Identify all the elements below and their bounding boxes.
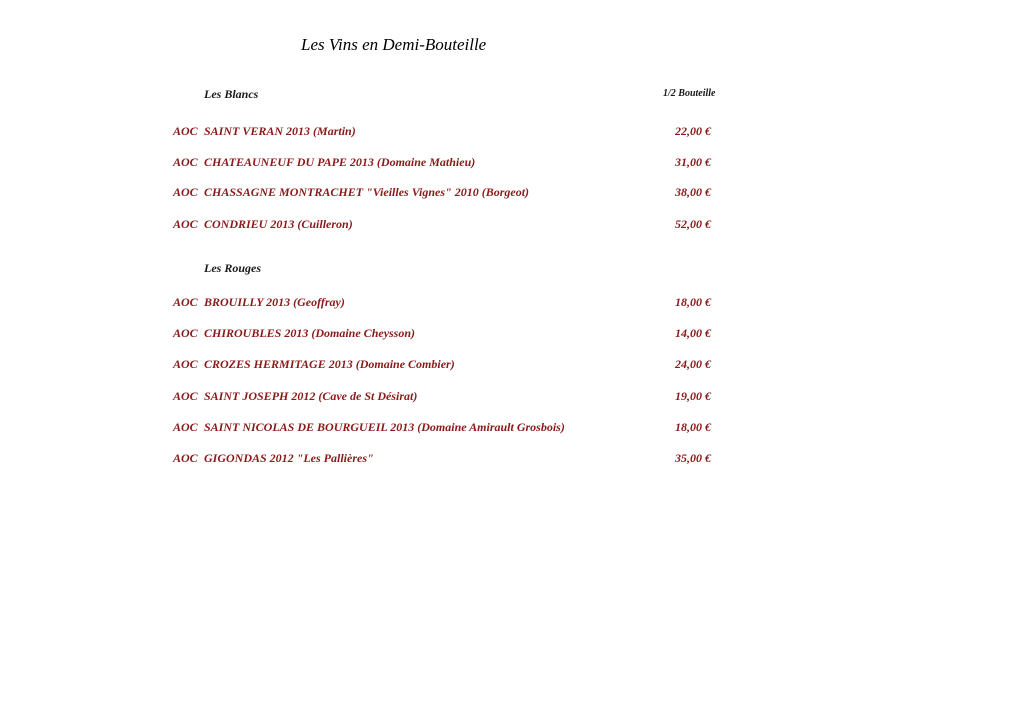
wine-row — [173, 451, 733, 467]
wine-row — [173, 326, 733, 342]
wine-price: 19,00 € — [675, 389, 711, 403]
wine-appellation: AOC — [173, 326, 198, 340]
wine-appellation: AOC — [173, 217, 198, 231]
wine-price: 35,00 € — [675, 451, 711, 465]
wine-row — [173, 124, 733, 140]
wine-price: 31,00 € — [675, 155, 711, 169]
wine-row — [173, 295, 733, 311]
wine-name: CHATEAUNEUF DU PAPE 2013 (Domaine Mathieu) — [204, 155, 476, 169]
wine-name: CROZES HERMITAGE 2013 (Domaine Combier) — [204, 357, 455, 371]
wine-appellation: AOC — [173, 451, 198, 465]
wine-appellation: AOC — [173, 389, 198, 403]
wine-row — [173, 155, 733, 171]
wine-price: 24,00 € — [675, 357, 711, 371]
wine-appellation: AOC — [173, 357, 198, 371]
wine-row — [173, 185, 733, 201]
column-header-half-bottle: 1/2 Bouteille — [663, 88, 716, 99]
section-heading-rouges: Les Rouges — [204, 261, 261, 275]
wine-name: BROUILLY 2013 (Geoffray) — [204, 295, 345, 309]
wine-name: CHIROUBLES 2013 (Domaine Cheysson) — [204, 326, 416, 340]
wine-row — [173, 357, 733, 373]
wine-appellation: AOC — [173, 295, 198, 309]
wine-appellation: AOC — [173, 185, 198, 199]
wine-name: SAINT VERAN 2013 (Martin) — [204, 124, 356, 138]
wine-price: 22,00 € — [675, 124, 711, 138]
wine-row — [173, 217, 733, 233]
wine-appellation: AOC — [173, 155, 198, 169]
wine-appellation: AOC — [173, 420, 198, 434]
wine-row — [173, 389, 733, 405]
wine-price: 18,00 € — [675, 420, 711, 434]
wine-price: 38,00 € — [675, 185, 711, 199]
wine-name: CHASSAGNE MONTRACHET "Vieilles Vignes" 2010 (Borgeot) — [204, 185, 530, 199]
wine-appellation: AOC — [173, 124, 198, 138]
wine-price: 18,00 € — [675, 295, 711, 309]
section-heading-blancs: Les Blancs — [204, 87, 259, 101]
wine-row — [173, 420, 733, 436]
wine-name: SAINT JOSEPH 2012 (Cave de St Désirat) — [204, 389, 418, 403]
page-title: Les Vins en Demi-Bouteille — [301, 35, 487, 54]
wine-name: CONDRIEU 2013 (Cuilleron) — [204, 217, 353, 231]
wine-name: GIGONDAS 2012 "Les Pallières" — [204, 451, 374, 465]
wine-price: 52,00 € — [675, 217, 711, 231]
wine-name: SAINT NICOLAS DE BOURGUEIL 2013 (Domaine Amirault Grosbois) — [204, 420, 565, 434]
wine-price: 14,00 € — [675, 326, 711, 340]
